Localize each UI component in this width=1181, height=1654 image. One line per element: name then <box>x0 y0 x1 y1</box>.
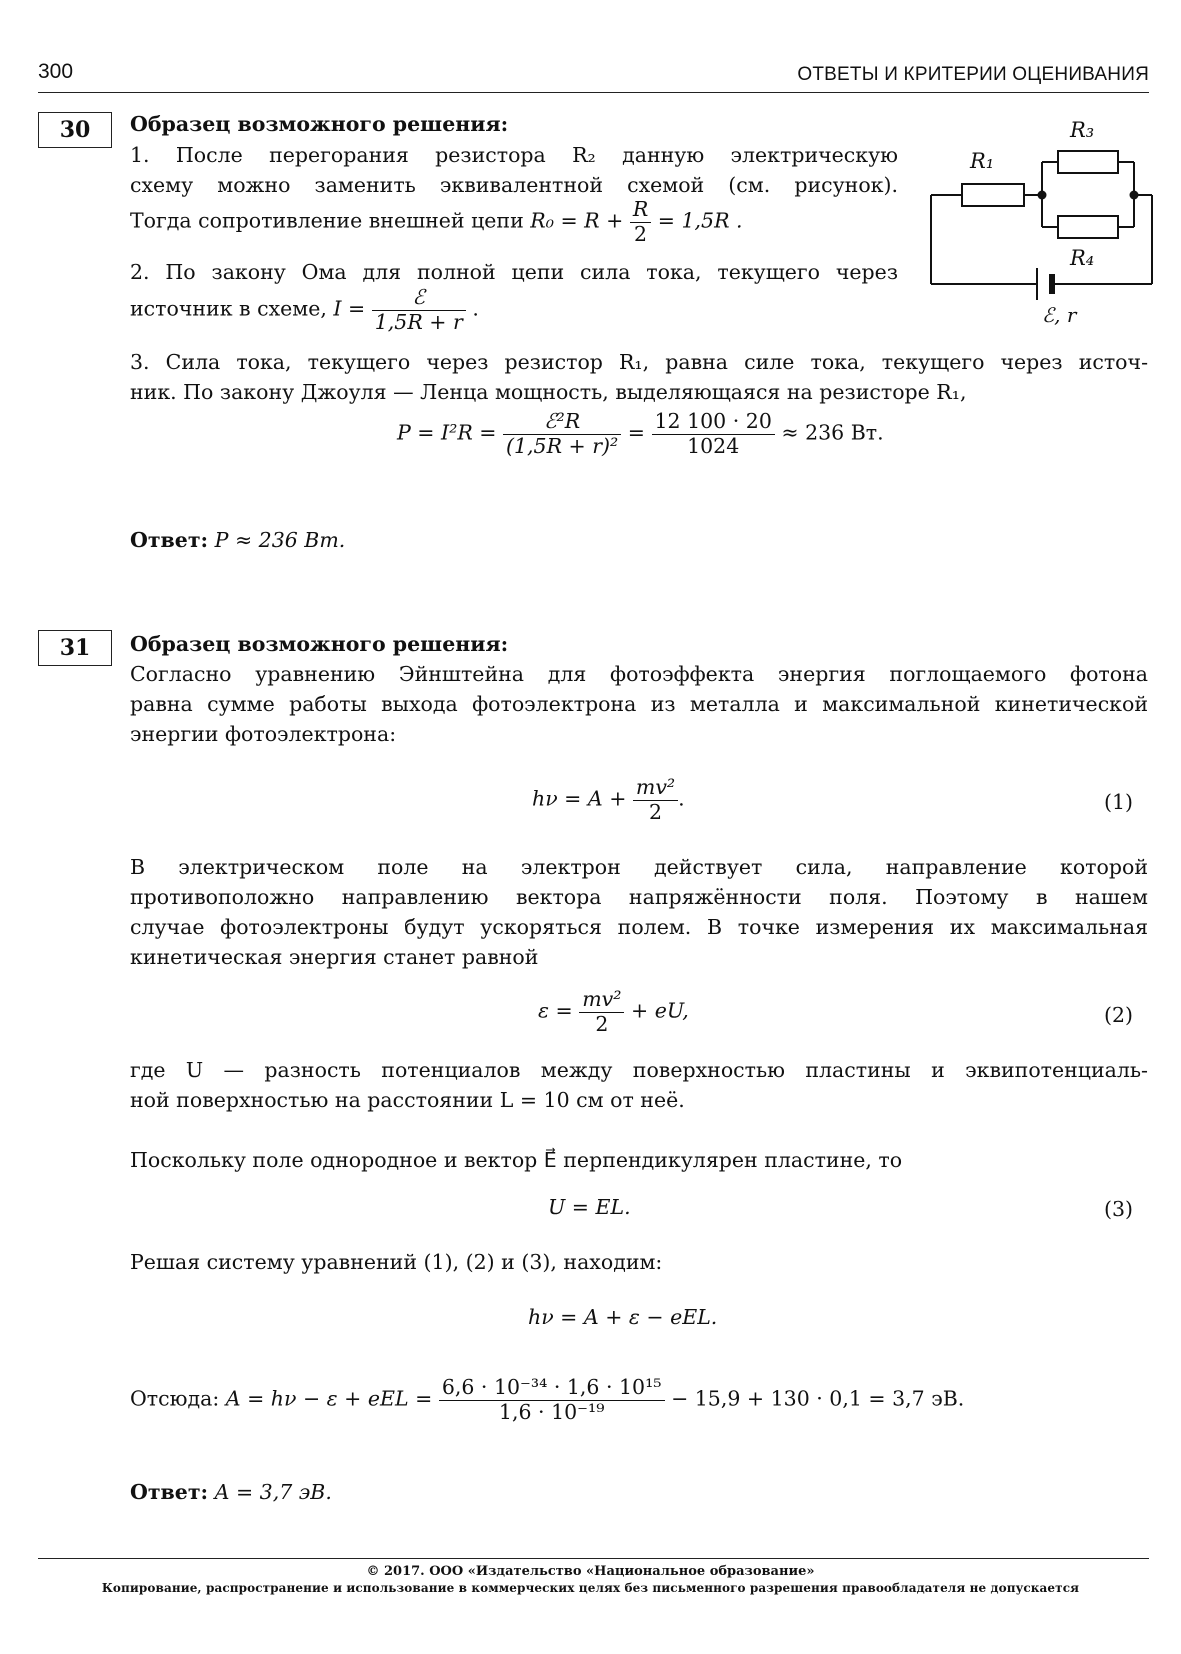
task30-p3-line2: ник. По закону Джоуля — Ленца мощность, выделяющаяся на резисторе R₁, <box>130 380 967 404</box>
task30-p2-line2 <box>130 286 479 334</box>
task31-eq1-number: (1) <box>1103 790 1133 814</box>
task30-p1-text: Тогда сопротивление внешней цепи <box>130 208 524 233</box>
task31-eq2-fraction <box>579 988 624 1036</box>
task30-p3-frac2-num: 12 100 · 20 <box>652 410 775 435</box>
task-number-31: 31 <box>38 630 112 666</box>
task30-p3-eq: = <box>627 420 645 445</box>
task31-uniform-line: Поскольку поле однородное и вектор E⃗ перпендикулярен пластине, то <box>130 1148 903 1172</box>
task31-eq2-frac-num: mv² <box>579 988 624 1013</box>
page-number: 300 <box>38 60 74 83</box>
task31-answer-value: A = 3,7 эВ. <box>214 1480 332 1504</box>
task30-p2-fraction <box>372 286 466 334</box>
task30-p1-fraction <box>630 198 651 246</box>
task30-heading: Образец возможного решения: <box>130 112 509 136</box>
footer-divider <box>38 1558 1149 1559</box>
task31-eq2-frac-den: 2 <box>595 1011 609 1036</box>
resistor-r3-symbol <box>1058 151 1118 173</box>
task31-field-line1: В электрическом поле на электрон действует сила, направление которой <box>130 855 1148 879</box>
task30-p2-formula-lhs: I = <box>333 296 366 321</box>
label-source: ℰ, r <box>1042 303 1077 327</box>
header-divider <box>38 92 1149 93</box>
task31-eq2-lhs: ε = <box>538 998 573 1023</box>
task31-field-line4: кинетическая энергия станет равной <box>130 945 539 969</box>
task30-p2-formula-end: . <box>472 296 479 321</box>
task31-heading: Образец возможного решения: <box>130 632 509 656</box>
task30-answer <box>130 528 345 552</box>
task31-field-line2: противоположно направлению вектора напряжённости поля. Поэтому в нашем <box>130 885 1148 909</box>
section-title: ОТВЕТЫ И КРИТЕРИИ ОЦЕНИВАНИЯ <box>797 64 1149 85</box>
task31-eq3-number: (3) <box>1103 1197 1133 1221</box>
task30-p3-formula-lhs: P = I²R = <box>397 420 497 445</box>
task30-p1-formula-lhs: R₀ = R + <box>530 208 624 233</box>
task31-final-frac-num: 6,6 · 10⁻³⁴ · 1,6 · 10¹⁵ <box>439 1376 665 1401</box>
task31-field-line3: случае фотоэлектроны будут ускоряться полем. В точке измерения их максимальная <box>130 915 1148 939</box>
task30-answer-value: P ≈ 236 Вт. <box>214 528 346 552</box>
circuit-diagram <box>920 112 1160 327</box>
task31-eq1-lhs: hν = A + <box>532 786 627 811</box>
footer-copyright: © 2017. ООО «Издательство «Национальное образование» <box>366 1564 815 1579</box>
task30-p3-line1: 3. Сила тока, текущего через резистор R₁, равна силе тока, текущего через источ- <box>130 350 1148 374</box>
task30-p2-frac-num: ℰ <box>372 286 466 311</box>
task31-eq3: U = EL. <box>548 1195 631 1219</box>
task31-eq1-frac-den: 2 <box>649 799 663 824</box>
label-r3: R₃ <box>1070 118 1095 142</box>
task30-p1-formula-rhs: = 1,5R . <box>657 208 743 233</box>
task-number-30: 30 <box>38 112 112 148</box>
task31-eq4: hν = A + ε − eEL. <box>528 1305 718 1329</box>
junction-dot-left <box>1038 191 1047 200</box>
label-r4: R₄ <box>1070 246 1095 270</box>
task30-p3-fraction-2 <box>652 410 775 458</box>
task31-eq2-rhs: + eU, <box>631 998 689 1023</box>
task30-p3-fraction-1 <box>503 410 621 458</box>
task30-p1-frac-den: 2 <box>634 221 648 246</box>
task30-p1-line1: 1. После перегорания резистора R₂ данную электрическую <box>130 143 898 167</box>
task31-final-frac-den: 1,6 · 10⁻¹⁹ <box>498 1399 605 1424</box>
task31-intro-line2: равна сумме работы выхода фотоэлектрона из металла и максимальной кинетической <box>130 692 1148 716</box>
task31-where-line2: ной поверхностью на расстоянии L = 10 см от неё. <box>130 1088 685 1112</box>
task31-answer-label: Ответ: <box>130 1480 209 1504</box>
resistor-r1-symbol <box>962 184 1024 206</box>
task31-final-rhs: − 15,9 + 130 · 0,1 = 3,7 эВ. <box>671 1386 965 1411</box>
task31-answer <box>130 1480 332 1504</box>
task30-p1-frac-num: R <box>630 198 651 223</box>
task31-final <box>130 1376 964 1424</box>
footer-notice: Копирование, распространение и использование в коммерческих целях без письменного разрешения правообладателя не допускается <box>101 1581 1080 1595</box>
task31-final-fraction <box>439 1376 665 1424</box>
task30-p2-frac-den: 1,5R + r <box>374 309 463 334</box>
task30-p3-frac2-den: 1024 <box>687 433 740 458</box>
label-r1: R₁ <box>970 149 995 173</box>
task31-eq1-frac-num: mv² <box>633 776 678 801</box>
task30-p3-formula <box>397 410 884 458</box>
task31-eq1 <box>532 776 685 824</box>
junction-dot-right <box>1130 191 1139 200</box>
task30-p3-frac1-den: (1,5R + r)² <box>505 433 619 458</box>
task31-intro-line3: энергии фотоэлектрона: <box>130 722 397 746</box>
task31-final-label: Отсюда: <box>130 1386 220 1411</box>
task30-p3-frac1-num: ℰ²R <box>503 410 621 435</box>
task31-eq1-end: . <box>678 786 685 811</box>
task31-final-lhs: A = hν − ε + eEL = <box>225 1386 433 1411</box>
task31-eq2 <box>538 988 689 1036</box>
task31-eq2-number: (2) <box>1103 1003 1133 1027</box>
task31-eq1-fraction <box>633 776 678 824</box>
task30-p3-result: ≈ 236 Вт. <box>781 420 884 445</box>
task30-p1-line3 <box>130 198 743 246</box>
task31-solve-line: Решая систему уравнений (1), (2) и (3), находим: <box>130 1250 663 1274</box>
resistor-r4-symbol <box>1058 216 1118 238</box>
task31-intro-line1: Согласно уравнению Эйнштейна для фотоэффекта энергия поглощаемого фотона <box>130 662 1148 686</box>
task31-where-line1: где U — разность потенциалов между поверхностью пластины и эквипотенциаль- <box>130 1058 1148 1082</box>
task30-p2-line1: 2. По закону Ома для полной цепи сила тока, текущего через <box>130 260 898 284</box>
task30-answer-label: Ответ: <box>130 528 209 552</box>
task30-p2-text: источник в схеме, <box>130 296 327 321</box>
task30-p1-line2: схему можно заменить эквивалентной схемой (см. рисунок). <box>130 173 898 197</box>
